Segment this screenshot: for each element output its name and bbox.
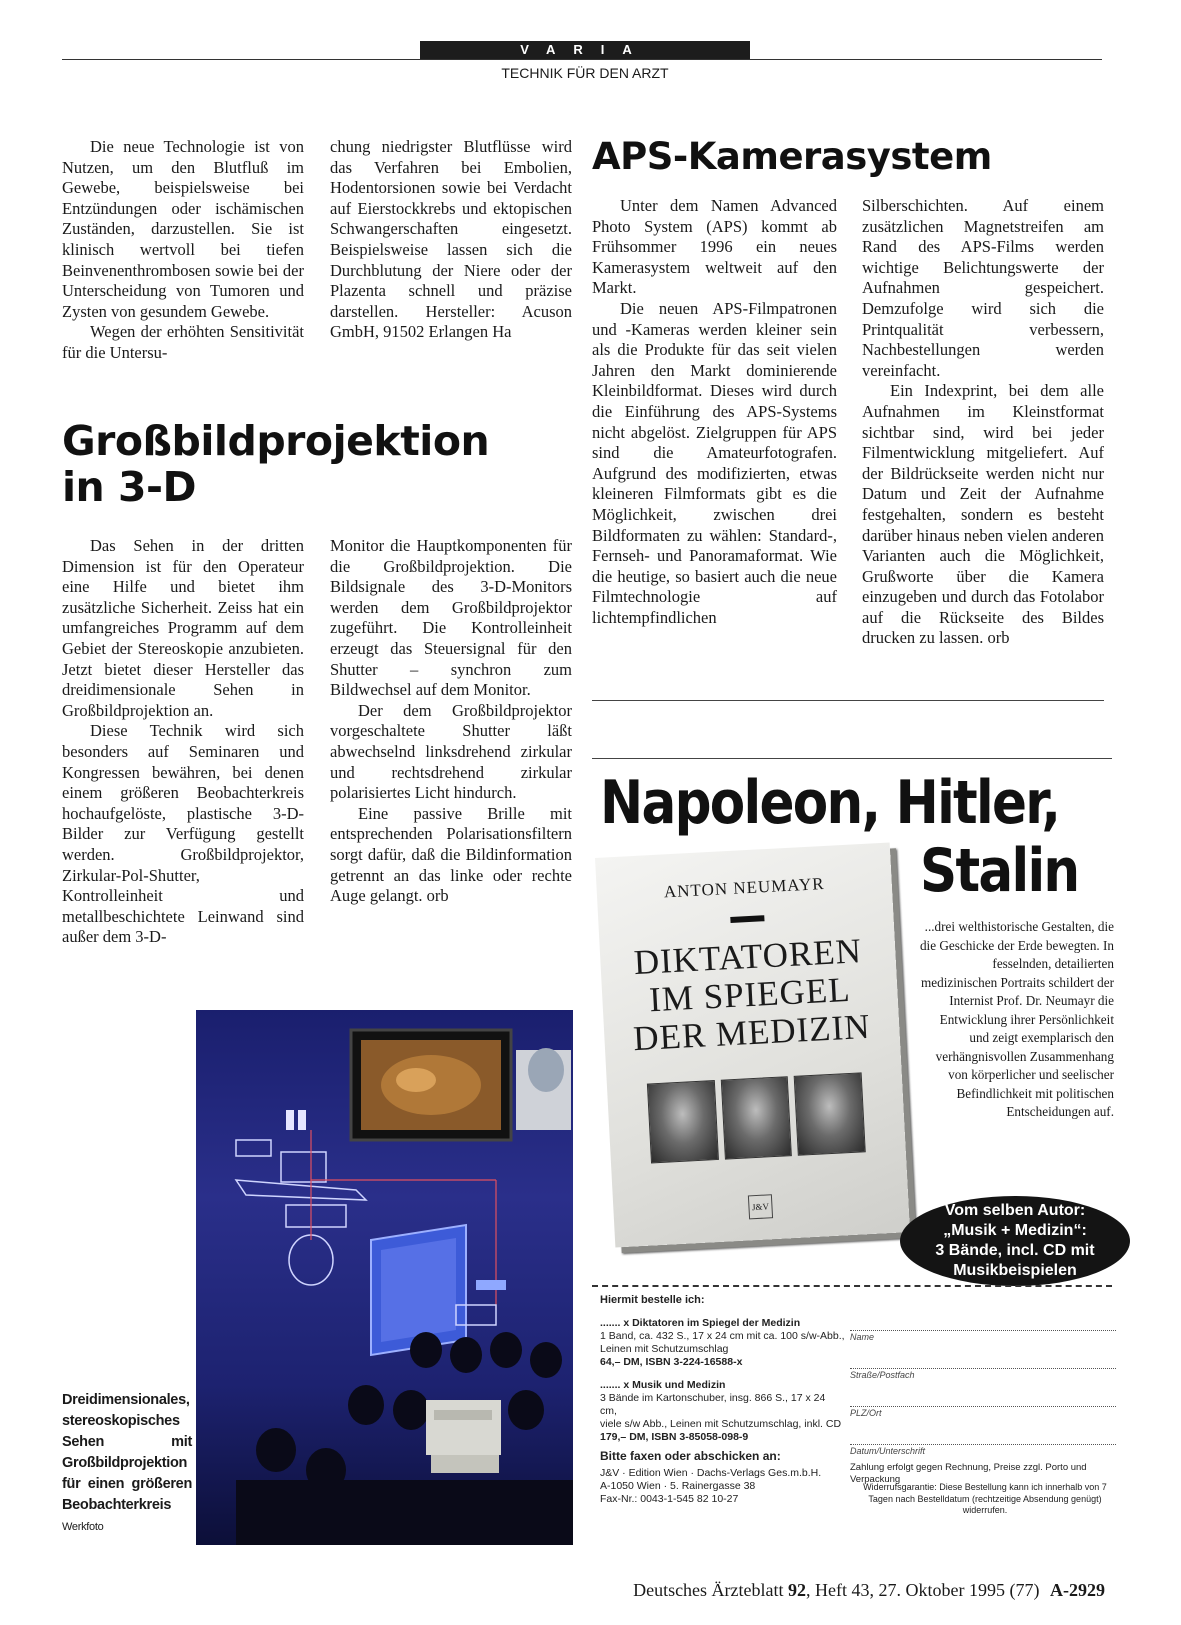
paragraph: Die neuen APS-Filmpatronen und -Kameras werden kleiner sein als die Produkte für das seit vielen Jahren den Markt dominierende Kleinbildformat. Dieses wird durch die Einführung des APS-Systems nicht abgelöst. Zielgruppen für APS sind die Amateurfotografen. Aufgrund des modifizierten, etwas kleineren Filmformats gibt es die Möglichkeit, zwischen drei Bildformaten zu wählen: Standard-, Fernseh- und Panoramaformat. Wie die heutige, so basiert auch die neue Filmtechnologie auf lichtempfindlichen	[592, 298, 837, 627]
name-field[interactable]	[850, 1314, 1116, 1331]
ad-blurb: ...drei welthistorische Gestalten, die die Geschicke der Erde bewegten. In fesselnden, detailierten medizinischen Portraits schildert der Internist Prof. Dr. Neumayr die Entwicklung ihrer Persönlichkeit und zeigt exemplarisch den verhängnisvollen Zusammenhang von körperlicher und seelischer Befindlichkeit mit politischen Entscheidungen auf.	[919, 919, 1114, 1119]
projection-scene-illustration	[196, 1010, 573, 1545]
subsection-label: TECHNIK FÜR DEN ARZT	[501, 65, 669, 81]
projection-photo	[196, 1010, 573, 1545]
order-item1-desc: Leinen mit Schutzumschlag	[600, 1343, 729, 1355]
author-badge	[900, 1196, 1130, 1286]
article1-column2	[330, 137, 572, 343]
order-form	[600, 1294, 845, 1506]
journal-issue: , Heft 43, 27. Oktober 1995 (77)	[806, 1580, 1040, 1600]
ad-headline-line2: Stalin	[920, 836, 1079, 906]
caption-text: Dreidimensionales, stereoskopisches Sehen mit Großbildprojektion für einen größeren Beobachterkreis	[62, 1392, 192, 1513]
portrait-hitler	[720, 1076, 792, 1159]
section-label: VARIA	[420, 41, 750, 59]
city-field-label: PLZ/Ort	[850, 1408, 882, 1418]
publisher-logo: J&V	[748, 1194, 773, 1219]
journal-volume: 92	[788, 1580, 807, 1600]
article3-headline: APS-Kamerasystem	[592, 135, 992, 178]
paragraph: Die neue Technologie ist von Nutzen, um den Blutfluß im Gewebe, beispielsweise bei Entzündungen oder ischämischen Zuständen, darzustellen. Sie ist klinisch wertvoll bei tiefen Beinvenenthrombosen sowie bei der Unterscheidung von Tumoren und Zysten von gesundem Gewebe.	[62, 137, 304, 321]
paragraph: Ein Indexprint, bei dem alle Aufnahmen im Kleinstformat sichtbar sind, wird bei jeder Filmentwicklung mitgeliefert. Auf der Bildrückseite werden nicht nur Datum und Zeit der Aufnahme festgehalten, sondern es besteht darüber hinaus neben vielen anderen Varianten auch die Möglichkeit, Grußworte über die Kamera einzugeben und durch das Fotolabor auf die Rückseite des Bildes drucken zu lassen. orb	[862, 381, 1104, 648]
paragraph: Monitor die Hauptkomponenten für die Großbildprojektion. Die Bildsignale des 3-D-Monitors werden dem Großbildprojektor zugeführt. Die Kontrolleinheit erzeugt das Steuersignal für den Shutter – synchron zum Bildwechsel auf dem Monitor.	[330, 536, 572, 700]
badge-line: Musikbeispielen	[953, 1262, 1077, 1279]
paragraph: Wegen der erhöhten Sensitivität für die Untersu-	[62, 322, 304, 362]
journal-name: Deutsches Ärzteblatt	[633, 1580, 784, 1600]
order-item2-title[interactable]: ....... x Musik und Medizin	[600, 1379, 726, 1391]
book-title-line: DER MEDIZIN	[632, 1006, 872, 1059]
book-cover	[595, 843, 910, 1248]
header-rule	[62, 59, 1102, 60]
paragraph: Eine passive Brille mit entsprechenden Polarisationsfiltern sorgt dafür, daß die Bildinformation getrennt an das linke oder rechte Auge gelangt. orb	[330, 803, 572, 906]
paragraph: Das Sehen in der dritten Dimension ist für den Operateur eine Hilfe und bietet ihm zusätzliche Sicherheit. Zeiss hat ein umfangreiches Programm auf dem Gebiet der Stereoskopie anzubieten. Jetzt bietet dieser Hersteller das dreidimensionale Sehen in Großbildprojektion an.	[62, 536, 304, 720]
order-item1-price: 64,– DM, ISBN 3-224-16588-x	[600, 1356, 743, 1368]
street-field-label: Straße/Postfach	[850, 1370, 915, 1380]
signature-field-label: Datum/Unterschrift	[850, 1446, 926, 1456]
order-address: Fax-Nr.: 0043-1-545 82 10-27	[600, 1493, 739, 1505]
paragraph: Unter dem Namen Advanced Photo System (APS) kommt ab Frühsommer 1996 ein neues Kamerasystem weltweit auf den Markt.	[592, 196, 837, 298]
article2-column2	[330, 536, 572, 907]
order-address: A-1050 Wien · 5. Rainergasse 38	[600, 1480, 756, 1492]
order-send-heading: Bitte faxen oder abschicken an:	[600, 1449, 781, 1463]
article2-headline	[62, 418, 582, 510]
order-heading: Hiermit bestelle ich:	[600, 1294, 705, 1306]
book-title-line: IM SPIEGEL	[648, 969, 852, 1020]
portrait-napoleon	[647, 1080, 719, 1163]
portrait-stalin	[794, 1072, 866, 1155]
street-field[interactable]	[850, 1352, 1116, 1369]
badge-line: „Musik + Medizin“:	[943, 1222, 1087, 1239]
caption-credit: Werkfoto	[62, 1521, 104, 1533]
order-item1-title[interactable]: ....... x Diktatoren im Spiegel der Medizin	[600, 1317, 801, 1329]
badge-line: Vom selben Autor:	[944, 1202, 1086, 1219]
article-divider	[592, 700, 1104, 701]
order-item2-price: 179,– DM, ISBN 3-85058-098-9	[600, 1431, 749, 1443]
article3-column2	[862, 196, 1104, 649]
city-field[interactable]	[850, 1390, 1116, 1407]
name-field-label: Name	[850, 1332, 875, 1342]
article2-column1	[62, 536, 304, 948]
page-number: A-2929	[1050, 1580, 1105, 1600]
order-address: J&V · Edition Wien · Dachs-Verlags Ges.m.b.H.	[600, 1467, 822, 1479]
headline-line: in 3-D	[62, 463, 197, 511]
paragraph: Der dem Großbildprojektor vorgeschaltete Shutter läßt abwechselnd linksdrehend zirkular und rechtsdrehend zirkular polarisiertes Licht hindurch.	[330, 700, 572, 803]
order-cut-line	[592, 1285, 1112, 1287]
revoke-note: Widerrufsgarantie: Diese Bestellung kann ich innerhalb von 7 Tagen nach Bestelldatum (rechtzeitige Absendung genügt) widerrufen.	[863, 1482, 1107, 1515]
payment-note: Zahlung erfolgt gegen Rechnung, Preise zzgl. Porto und Verpackung	[850, 1462, 1087, 1485]
paragraph: chung niedrigster Blutflüsse wird das Verfahren bei Embolien, Hodentorsionen sowie bei Verdacht auf Eierstockkrebs und ektopischen Schwangerschaften eingesetzt. Beispielsweise lassen sich die Durchblutung der Niere oder der Plazenta schnell und präzise darstellen. Hersteller: Acuson GmbH, 91502 Erlangen Ha	[330, 137, 572, 342]
book-portraits	[647, 1072, 866, 1163]
order-item1-desc: 1 Band, ca. 432 S., 17 x 24 cm mit ca. 100 s/w-Abb.,	[600, 1330, 845, 1342]
page-footer	[560, 1580, 1105, 1601]
paragraph: Silberschichten. Auf einem zusätzlichen Magnetstreifen am Rand des APS-Films werden wichtige Belichtungswerte der Aufnahmen gespeichert. Demzufolge wird sich die Printqualität verbessern, Nachbestellungen werden vereinfacht.	[862, 196, 1104, 380]
paragraph: Diese Technik wird sich besonders auf Seminaren und Kongressen bewähren, bei denen einem größeren Beobachterkreis hochaufgelöste, plastische 3-D-Bilder zur Verfügung gestellt werden. Großbildprojektor, Zirkular-Pol-Shutter, Kontrolleinheit und metallbeschichtete Leinwand sind außer dem 3-D-	[62, 721, 304, 947]
ad-top-rule	[592, 758, 1112, 759]
article1-column1	[62, 137, 304, 364]
book-dash	[730, 915, 764, 923]
headline-line: Großbildprojektion	[62, 417, 490, 465]
order-item2-desc: 3 Bände im Kartonschuber, insg. 866 S., 17 x 24 cm,	[600, 1392, 826, 1417]
article3-column1	[592, 196, 837, 628]
book-author: ANTON NEUMAYR	[663, 874, 826, 902]
order-item2-desc: viele s/w Abb., Leinen mit Schutzumschlag, inkl. CD	[600, 1418, 842, 1430]
signature-field[interactable]	[850, 1428, 1116, 1445]
book-title-line: DIKTATOREN	[632, 931, 863, 983]
photo-caption	[62, 1390, 192, 1538]
book-title	[600, 930, 901, 1059]
ad-headline-line1: Napoleon, Hitler,	[600, 768, 1060, 838]
badge-line: 3 Bände, incl. CD mit	[935, 1242, 1095, 1259]
